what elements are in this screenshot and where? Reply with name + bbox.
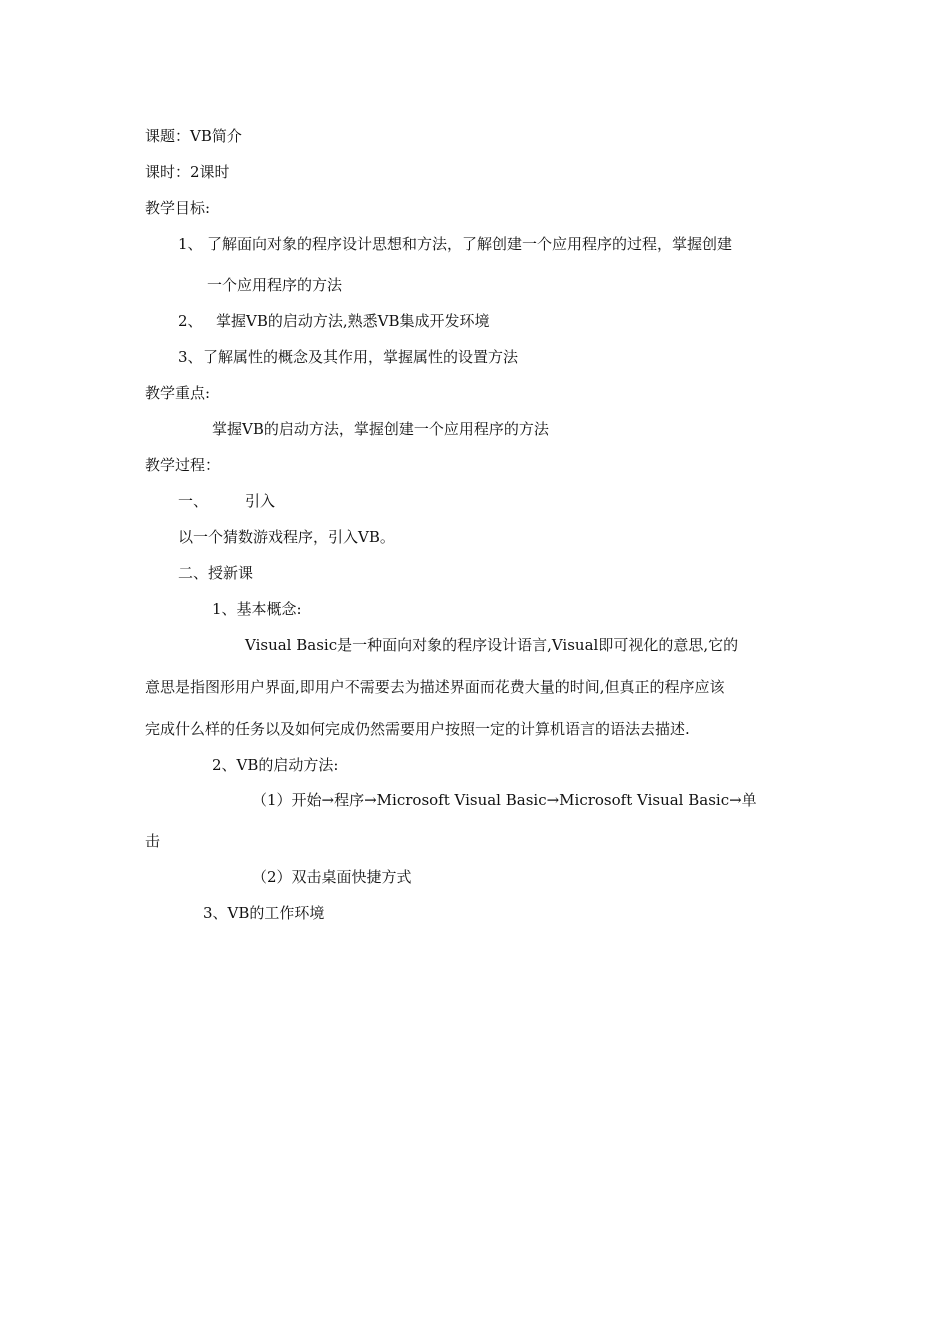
objective-1-text-line2: 一个应用程序的方法: [207, 276, 343, 294]
concept-title: 1、基本概念:: [212, 600, 302, 618]
hours-line: 课时：2课时: [145, 163, 230, 181]
concept-para-line3: 完成什么样的任务以及如何完成仍然需要用户按照一定的计算机语言的语法去描述.: [145, 720, 690, 738]
section-1-number: 一、: [178, 492, 209, 510]
objective-3-number: 3、: [178, 348, 203, 366]
startup-step1-line1: （1）开始→程序→Microsoft Visual Basic→Microsoft Visual Basic→单: [252, 791, 757, 809]
objectives-heading: 教学目标:: [145, 199, 211, 217]
process-heading: 教学过程：: [145, 456, 221, 474]
objective-1-text-line1: 了解面向对象的程序设计思想和方法，了解创建一个应用程序的过程，掌握创建: [207, 235, 733, 253]
startup-step1-line2: 击: [145, 832, 161, 850]
objective-2-text: 掌握VB的启动方法,熟悉VB集成开发环境: [216, 312, 490, 330]
topic-line: 课题：VB简介: [145, 127, 242, 145]
concept-para-line2: 意思是指图形用户界面,即用户不需要去为描述界面而花费大量的时间,但真正的程序应该: [145, 678, 725, 696]
key-points-heading: 教学重点:: [145, 384, 211, 402]
key-points-text: 掌握VB的启动方法，掌握创建一个应用程序的方法: [212, 420, 549, 438]
concept-para-line1: Visual Basic是一种面向对象的程序设计语言,Visual即可视化的意思,它的: [245, 636, 739, 654]
section-2-title: 二、授新课: [178, 564, 254, 582]
startup-title: 2、VB的启动方法:: [212, 756, 339, 774]
objective-2-number: 2、: [178, 312, 203, 330]
section-1-title: 引入: [245, 492, 276, 510]
objective-1-number: 1、: [178, 235, 203, 253]
objective-3-text: 了解属性的概念及其作用，掌握属性的设置方法: [203, 348, 519, 366]
section-1-body: 以一个猜数游戏程序，引入VB。: [178, 528, 395, 546]
environment-title: 3、VB的工作环境: [203, 904, 325, 922]
startup-step2: （2）双击桌面快捷方式: [252, 868, 412, 886]
